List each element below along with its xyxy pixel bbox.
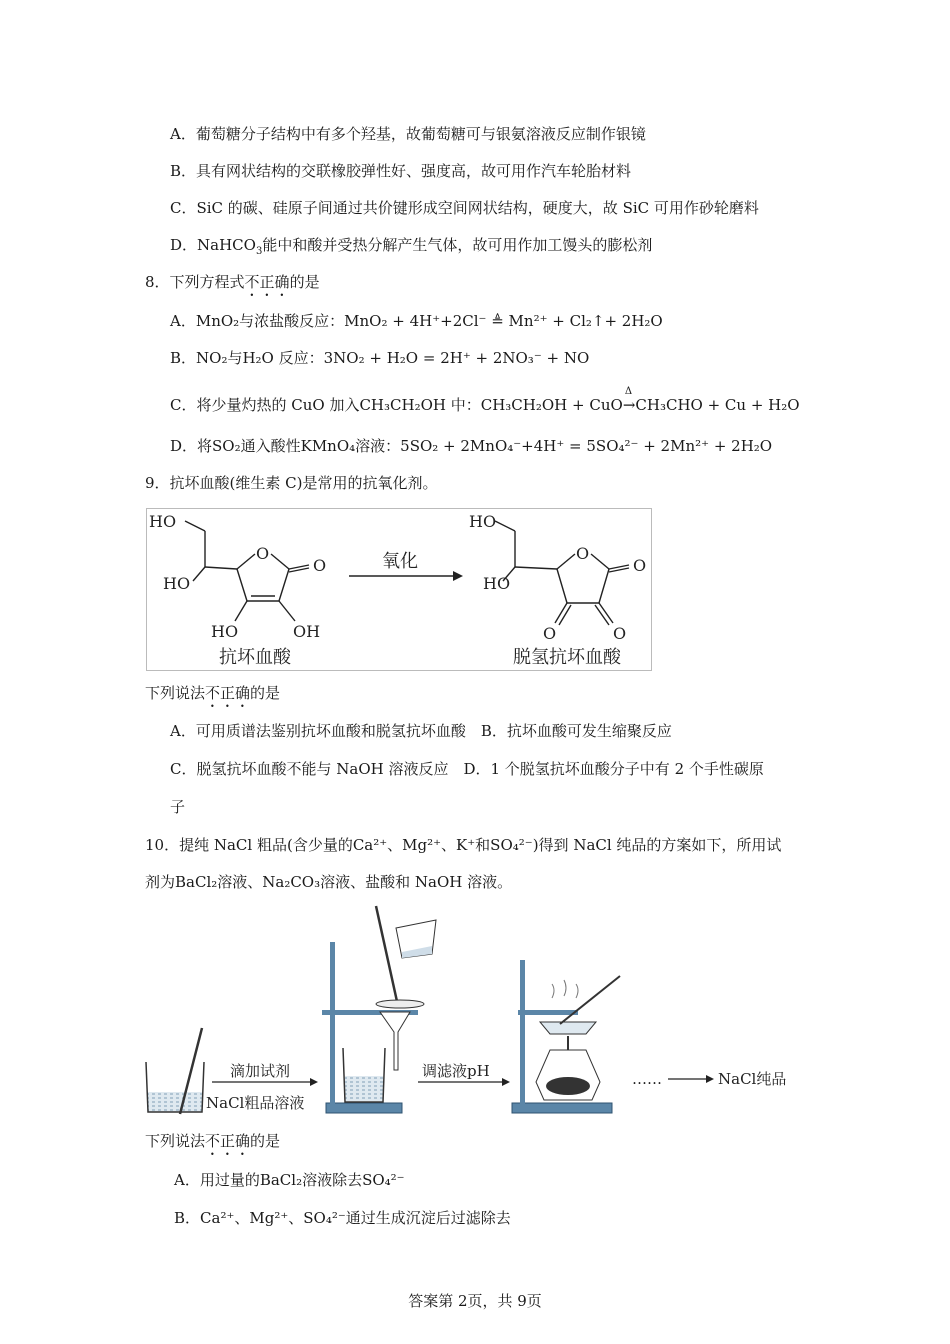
q8-option-c: C．将少量灼热的 CuO 加入CH₃CH₂OH 中：CH₃CH₂OH + CuO Δ →CH₃CHO + Cu + H₂O [170,386,800,414]
page-footer: 答案第 2页，共 9页 [408,1292,542,1310]
q8-stem: 8．下列方程式不正确的是 [145,273,320,291]
purification-apparatus-figure [140,900,800,1125]
q9-options-ab: A．可用质谱法鉴别抗坏血酸和脱氢抗坏血酸 B．抗坏血酸可发生缩聚反应 [170,722,672,740]
q10-question: 下列说法不正确的是 [145,1132,281,1150]
step-adjust-ph: 调滤液pH [422,1062,490,1080]
q7-option-d: D．NaHCO$_3$能中和酸并受热分解产生气体，故可用作加工馒头的膨松剂 [170,236,653,257]
q9-options-cd: C．脱氢抗坏血酸不能与 NaOH 溶液反应 D．1 个脱氢抗坏血酸分子中有 2 个手性碳原 [170,760,764,778]
q10-stem-line2: 剂为BaCl₂溶液、Na₂CO₃溶液、盐酸和 NaOH 溶液。 [145,873,513,891]
left-enol-oh: OH [293,622,321,641]
product-label: NaCl纯品 [718,1070,787,1088]
beaker-crude-solution [146,1028,204,1114]
q9-question: 下列说法不正确的是 [145,684,281,702]
structure-diagram [147,509,651,670]
q10-stem-line1: 10．提纯 NaCl 粗品(含少量的Ca²⁺、Mg²⁺、K⁺和SO₄²⁻)得到 NaCl 纯品的方案如下，所用试 [145,836,782,854]
left-carbonyl-o: O [313,556,327,575]
left-molecule-name: 抗坏血酸 [219,647,291,668]
q8-option-b: B．NO₂与H₂O 反应：3NO₂ + H₂O = 2H⁺ + 2NO₃⁻ + NO [170,349,590,367]
left-ho-side: HO [163,574,191,593]
q10-option-b: B．Ca²⁺、Mg²⁺、SO₄²⁻通过生成沉淀后过滤除去 [174,1209,511,1227]
q7-option-c: C．SiC 的碳、硅原子间通过共价键形成空间网状结构，硬度大，故 SiC 可用作砂轮磨料 [170,199,759,217]
right-keto-o-2: O [613,624,627,643]
step-add-reagent: 滴加试剂 [230,1062,291,1080]
q9-stem: 9．抗坏血酸(维生素 C)是常用的抗氧化剂。 [145,474,438,492]
q7-option-a: A．葡萄糖分子结构中有多个羟基，故葡萄糖可与银氨溶液反应制作银镜 [170,125,646,143]
right-molecule-name: 脱氢抗坏血酸 [513,647,621,668]
q8-option-d: D．将SO₂通入酸性KMnO₄溶液：5SO₂ + 2MnO₄⁻+4H⁺ = 5SO₄²⁻ + 2Mn²⁺ + 2H₂O [170,437,773,455]
apparatus-diagram [140,900,800,1125]
left-ho-top: HO [149,512,177,531]
q7-option-b: B．具有网状结构的交联橡胶弹性好、强度高，故可用作汽车轮胎材料 [170,162,632,180]
q10-option-a: A．用过量的BaCl₂溶液除去SO₄²⁻ [174,1171,405,1189]
arrow-label: 氧化 [382,551,418,572]
left-ring-o: O [256,544,270,563]
right-ho-side: HO [483,574,511,593]
crude-solution-label: NaCl粗品溶液 [206,1094,305,1112]
right-carbonyl-o: O [633,556,647,575]
left-enol-ho: HO [211,622,239,641]
right-keto-o-1: O [543,624,557,643]
evaporation-stand [512,960,620,1113]
dots: …… [632,1070,662,1088]
q8-option-a: A．MnO₂与浓盐酸反应：MnO₂ + 4H⁺+2Cl⁻ ≜ Mn²⁺ + Cl₂↑+ 2H₂O [170,312,663,330]
ascorbic-acid-oxidation-figure [146,508,652,671]
right-ring-o: O [576,544,590,563]
q9-options-cd-wrap: 子 [170,798,186,816]
right-ho-top: HO [469,512,497,531]
